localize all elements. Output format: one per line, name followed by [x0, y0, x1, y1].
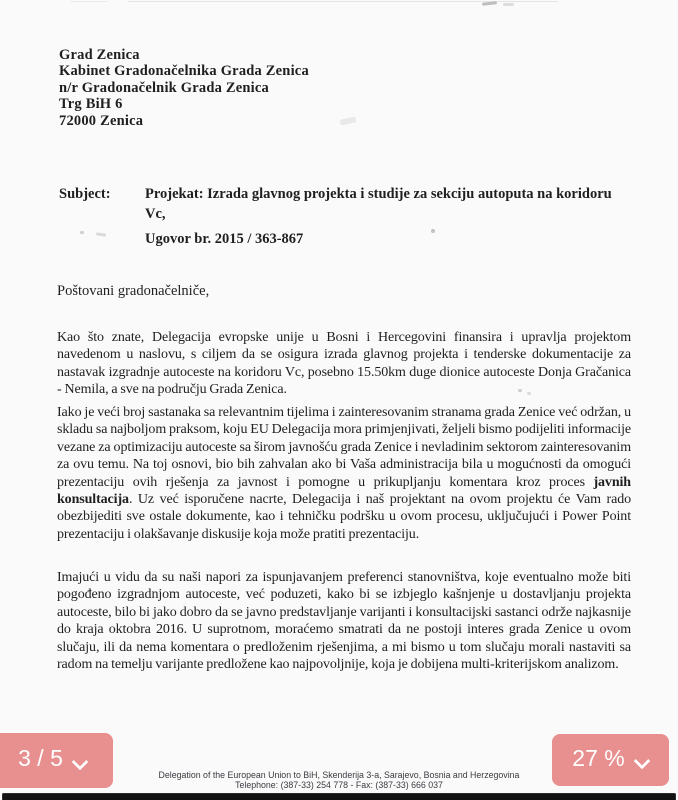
subject-content [145, 184, 635, 249]
chevron-down-icon [634, 755, 649, 767]
subject-title: Projekat: Izrada glavnog projekta i studije za sekciju autoputa na koridoru Vc, [145, 186, 612, 222]
page-indicator-label: 3 / 5 [18, 745, 63, 771]
recipient-line: Trg BiH 6 [59, 96, 123, 113]
zoom-indicator-button[interactable] [552, 734, 669, 786]
scan-edge-line [128, 1, 558, 2]
zoom-indicator-label: 27 % [572, 744, 625, 771]
contract-number: Ugovor br. 2015 / 363-867 [145, 231, 304, 247]
paragraph-2-bold-phrase: javnih konsultacija [57, 474, 631, 508]
paragraph-2-text: Iako je veći broj sastanaka sa relevantnim tijelima i zainteresovanim stranama grada Zenice već održan, u skladu sa najboljom praksom, koju EU Delegacija mora primjenjivati, željeli bismo podijeliti informacije vezane za optimizaciju autoceste sa širom javnošću grada Zenice i nevladinim sektorom zainteresovanim za ovu temu. Na toj osnovi, bio bih zahvalan ako bi Vaša administracija bila u mogućnosti da omogući prezentaciju ovih rješenja za javnost i pomogne u prikupljanju komentara kroz proces [57, 405, 631, 490]
bottom-bar [2, 793, 676, 800]
paragraph-3: Imajući u vidu da su naši napori za ispunjavanjem preferenci stanovništva, koje eventualno može biti pogođeno izgradnjom autoceste, već poduzeti, kako bi se izbjeglo kašnjenje u dostavljanju projekta autoceste, bilo bi jako dobro da se javno predstavljanje varijanti i konsultacijski sastanci održe najkasnije do kraja oktobra 2016. U suprotnom, moraćemo smatrati da ne postoji interes grada Zenice u ovom slučaju, ili da nema komentara o predloženim rješenjima, a mi bismo u tom slučaju morali nastaviti sa radom na temelju varijante predložene kao najpovoljnije, koja je dobijena multi-kriterijskom analizom. [57, 570, 631, 673]
recipient-line: Kabinet Gradonačelnika Grada Zenica [59, 63, 309, 80]
scan-artifact [340, 116, 357, 125]
scan-artifact [503, 3, 514, 6]
footer-address-line: Delegation of the European Union to BiH, Skenderija 3-a, Sarajevo, Bosnia and Herzegovina [158, 770, 520, 780]
subject-label: Subject: [59, 186, 111, 202]
recipient-line: n/r Gradonačelnik Grada Zenica [59, 79, 269, 96]
chevron-down-icon [72, 756, 87, 768]
paragraph-2 [57, 404, 631, 543]
salutation: Poštovani gradonačelniče, [57, 283, 210, 299]
subject-block [59, 184, 635, 249]
recipient-line: Grad Zenica [59, 47, 140, 63]
footer-phone-line: Telephone: (387-33) 254 778 - Fax: (387-33) 666 037 [235, 779, 443, 790]
recipient-line: 72000 Zenica [59, 112, 144, 129]
scan-edge-line [70, 1, 108, 2]
paragraph-2-text: . Uz već isporučene nacrte, Delegacija i naš projektant na ovom projektu će Vam rado obezbijediti sve ostale dokumente, kao i tehničku podršku u ovom procesu, uključujući i Power Point prezentaciju i olakšavanje diskusije koja može pratiti prezentaciju. [57, 492, 631, 542]
page-indicator-button[interactable] [0, 733, 113, 788]
recipient-address-block [59, 47, 309, 129]
paragraph-1: Kao što znate, Delegacija evropske unije u Bosni i Hercegovini finansira i upravlja projektom navedenom u naslovu, s ciljem da se osigura izrada glavnog projekta i tenderske dokumentacije za nastavak izgradnje autoceste na koridoru Vc, posebno 15.50km duge dionice autoceste Donja Gračanica - Nemila, a sve na području Grada Zenica. [57, 330, 631, 398]
